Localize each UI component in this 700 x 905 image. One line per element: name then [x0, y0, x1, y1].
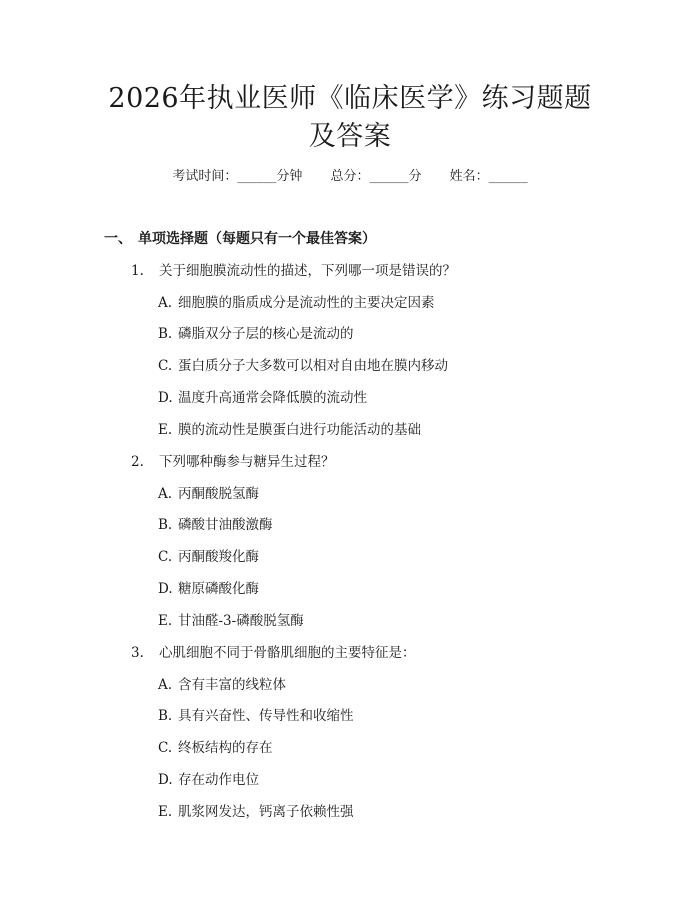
option-letter: B.: [158, 708, 173, 724]
option-letter: D.: [158, 581, 173, 597]
option-text: 丙酮酸脱氢酶: [178, 486, 259, 502]
option-text: 甘油醛-3-磷酸脱氢酶: [178, 613, 304, 629]
question-1: [131, 261, 456, 281]
question-text: 下列哪种酶参与糖异生过程？: [159, 454, 335, 470]
option-letter: D.: [158, 772, 173, 788]
question-number: 2.: [131, 454, 144, 470]
question-3: [131, 643, 416, 663]
option-text: 温度升高通常会降低膜的流动性: [178, 390, 367, 406]
option-letter: A.: [158, 486, 173, 502]
option-1a: [158, 293, 435, 313]
option-text: 终板结构的存在: [178, 740, 273, 756]
option-text: 具有兴奋性、传导性和收缩性: [178, 708, 354, 724]
page-title: 2026年执业医师《临床医学》练习题题及答案: [108, 83, 592, 152]
option-1b: [158, 324, 354, 344]
option-letter: E.: [158, 613, 173, 629]
question-text: 心肌细胞不同于骨骼肌细胞的主要特征是：: [159, 645, 416, 661]
option-1e: [158, 420, 421, 440]
option-text: 磷酸甘油酸激酶: [178, 517, 273, 533]
exam-time-field: 考试时间：______分钟: [172, 169, 303, 184]
section-heading: [104, 229, 376, 249]
option-letter: C.: [158, 358, 173, 374]
option-1c: [158, 356, 448, 376]
option-text: 磷脂双分子层的核心是流动的: [178, 326, 354, 342]
option-2b: [158, 515, 273, 535]
option-text: 膜的流动性是膜蛋白进行功能活动的基础: [178, 422, 421, 438]
option-letter: C.: [158, 740, 173, 756]
exam-name-field: 姓名：______: [449, 169, 528, 184]
option-text: 含有丰富的线粒体: [178, 677, 286, 693]
option-text: 细胞膜的脂质成分是流动性的主要决定因素: [178, 295, 435, 311]
option-letter: E.: [158, 422, 173, 438]
option-2d: [158, 579, 259, 599]
question-number: 1.: [131, 263, 144, 279]
question-number: 3.: [131, 645, 144, 661]
option-text: 存在动作电位: [178, 772, 259, 788]
option-text: 糖原磷酸化酶: [178, 581, 259, 597]
exam-meta: [0, 168, 700, 186]
option-letter: D.: [158, 390, 173, 406]
option-2a: [158, 484, 259, 504]
section-number: 一、: [104, 231, 132, 247]
option-3e: [158, 802, 354, 822]
option-text: 丙酮酸羧化酶: [178, 549, 259, 565]
option-3a: [158, 675, 286, 695]
option-2c: [158, 547, 259, 567]
option-3d: [158, 770, 259, 790]
option-letter: B.: [158, 326, 173, 342]
section-title: 单项选择题（每题只有一个最佳答案）: [138, 231, 376, 247]
option-letter: C.: [158, 549, 173, 565]
option-text: 蛋白质分子大多数可以相对自由地在膜内移动: [178, 358, 448, 374]
option-letter: A.: [158, 295, 173, 311]
exam-score-field: 总分：______分: [330, 169, 422, 184]
option-letter: A.: [158, 677, 173, 693]
option-3c: [158, 738, 273, 758]
option-3b: [158, 706, 354, 726]
option-text: 肌浆网发达，钙离子依赖性强: [178, 804, 354, 820]
option-letter: E.: [158, 804, 173, 820]
option-letter: B.: [158, 517, 173, 533]
option-2e: [158, 611, 304, 631]
question-text: 关于细胞膜流动性的描述，下列哪一项是错误的？: [159, 263, 456, 279]
option-1d: [158, 388, 367, 408]
question-2: [131, 452, 335, 472]
